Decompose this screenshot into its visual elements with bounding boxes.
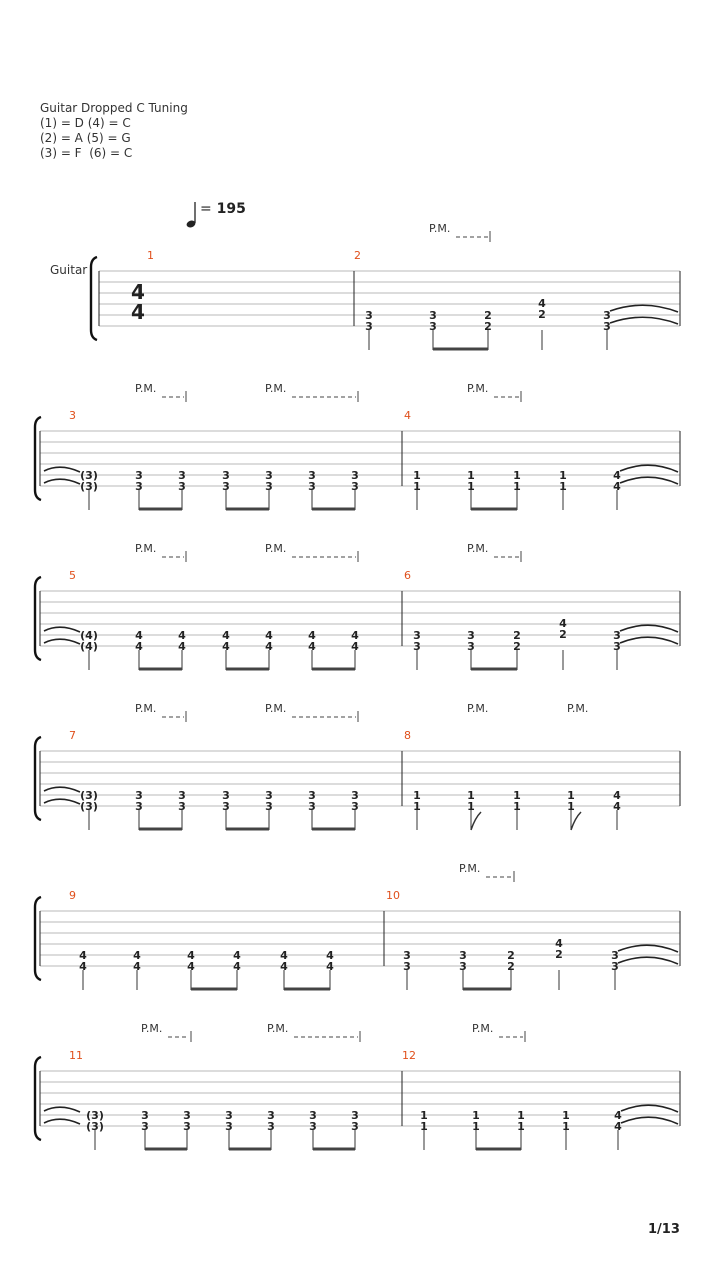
tie-out <box>610 317 678 324</box>
tab-system <box>35 1022 680 1150</box>
fret-number: 3 <box>267 1120 275 1133</box>
fret-number: 1 <box>562 1120 570 1133</box>
fret-number: 3 <box>265 480 273 493</box>
palm-mute-label: P.M. <box>467 702 489 715</box>
fret-number: 3 <box>603 309 611 322</box>
fret-number: 3 <box>309 1109 317 1122</box>
fret-number: 3 <box>351 1109 359 1122</box>
fret-number: 3 <box>135 789 143 802</box>
fret-number: (4) <box>80 640 98 653</box>
fret-number: 4 <box>555 937 563 950</box>
fret-number: 1 <box>467 469 475 482</box>
fret-number: (3) <box>86 1120 104 1133</box>
palm-mute-label: P.M. <box>267 1022 289 1035</box>
measure-number: 1 <box>147 249 154 262</box>
fret-number: 4 <box>351 640 359 653</box>
measure-number: 5 <box>69 569 76 582</box>
fret-number: 3 <box>225 1120 233 1133</box>
fret-number: 4 <box>187 960 195 973</box>
fret-number: 1 <box>413 789 421 802</box>
fret-number: 3 <box>351 789 359 802</box>
fret-number: 3 <box>178 789 186 802</box>
fret-number: 1 <box>517 1120 525 1133</box>
palm-mute-label: P.M. <box>567 702 589 715</box>
fret-number: 4 <box>178 640 186 653</box>
fret-number: 1 <box>559 469 567 482</box>
fret-number: 3 <box>613 629 621 642</box>
fret-number: 4 <box>135 629 143 642</box>
time-signature-bottom: 4 <box>131 300 145 324</box>
measure-number: 12 <box>402 1049 416 1062</box>
fret-number: 1 <box>567 789 575 802</box>
tie-out <box>618 945 678 952</box>
tuning-title: Guitar Dropped C Tuning <box>40 101 188 115</box>
fret-number: 4 <box>79 960 87 973</box>
fret-number: 3 <box>267 1109 275 1122</box>
tie-out <box>621 1117 678 1124</box>
fret-number: 3 <box>467 640 475 653</box>
fret-number: 1 <box>567 800 575 813</box>
tie-in <box>44 467 80 472</box>
fret-number: 4 <box>133 949 141 962</box>
palm-mute-label: P.M. <box>265 542 287 555</box>
fret-number: 3 <box>611 960 619 973</box>
measure-number: 7 <box>69 729 76 742</box>
tie-out <box>610 305 678 312</box>
fret-number: 3 <box>429 320 437 333</box>
fret-number: 2 <box>559 628 567 641</box>
fret-number: 4 <box>280 949 288 962</box>
fret-number: (3) <box>80 789 98 802</box>
tempo-value: 195 <box>216 201 246 217</box>
fret-number: 3 <box>141 1120 149 1133</box>
fret-number: 4 <box>538 297 546 310</box>
fret-number: 2 <box>555 948 563 961</box>
fret-number: 1 <box>413 480 421 493</box>
measure-number: 9 <box>69 889 76 902</box>
fret-number: 3 <box>308 469 316 482</box>
tie-out <box>620 477 678 484</box>
fret-number: 4 <box>79 949 87 962</box>
fret-number: 4 <box>559 617 567 630</box>
fret-number: 4 <box>222 640 230 653</box>
fret-number: 4 <box>265 629 273 642</box>
tie-in <box>44 799 80 804</box>
fret-number: 4 <box>135 640 143 653</box>
fret-number: 1 <box>513 480 521 493</box>
fret-number: 3 <box>351 800 359 813</box>
fret-number: 3 <box>365 320 373 333</box>
fret-number: 1 <box>513 469 521 482</box>
fret-number: 3 <box>351 480 359 493</box>
fret-number: 1 <box>467 480 475 493</box>
fret-number: 3 <box>429 309 437 322</box>
tab-system <box>91 222 680 350</box>
page-number: 1/13 <box>648 1222 680 1237</box>
fret-number: (3) <box>80 480 98 493</box>
tie-in <box>44 639 80 644</box>
palm-mute-label: P.M. <box>141 1022 163 1035</box>
fret-number: 1 <box>467 789 475 802</box>
fret-number: 4 <box>187 949 195 962</box>
instrument-label: Guitar <box>50 263 88 277</box>
fret-number: 3 <box>459 949 467 962</box>
fret-number: 3 <box>135 800 143 813</box>
fret-number: 1 <box>472 1109 480 1122</box>
fret-number: 4 <box>613 789 621 802</box>
fret-number: 3 <box>222 480 230 493</box>
palm-mute-label: P.M. <box>472 1022 494 1035</box>
fret-number: 4 <box>614 1109 622 1122</box>
fret-number: 1 <box>559 480 567 493</box>
fret-number: 4 <box>613 800 621 813</box>
fret-number: 3 <box>178 480 186 493</box>
fret-number: 3 <box>265 469 273 482</box>
measure-number: 6 <box>404 569 411 582</box>
fret-number: 3 <box>135 480 143 493</box>
fret-number: 4 <box>351 629 359 642</box>
tie-in <box>44 1119 80 1124</box>
fret-number: 3 <box>135 469 143 482</box>
fret-number: (3) <box>80 800 98 813</box>
fret-number: 4 <box>326 960 334 973</box>
note-flag <box>571 812 581 830</box>
fret-number: 3 <box>459 960 467 973</box>
fret-number: 3 <box>178 800 186 813</box>
fret-number: 3 <box>611 949 619 962</box>
fret-number: 1 <box>513 789 521 802</box>
fret-number: 3 <box>613 640 621 653</box>
fret-number: 4 <box>613 469 621 482</box>
palm-mute-label: P.M. <box>467 542 489 555</box>
tie-in <box>44 479 80 484</box>
fret-number: 3 <box>222 800 230 813</box>
palm-mute-label: P.M. <box>265 382 287 395</box>
system-bracket <box>91 257 97 340</box>
tie-out <box>620 465 678 472</box>
fret-number: (3) <box>80 469 98 482</box>
tie-out <box>620 625 678 632</box>
fret-number: 4 <box>280 960 288 973</box>
note-flag <box>471 812 481 830</box>
palm-mute-label: P.M. <box>265 702 287 715</box>
fret-number: (4) <box>80 629 98 642</box>
tie-out <box>621 1105 678 1112</box>
tempo-equals: = <box>200 201 212 217</box>
fret-number: 3 <box>222 789 230 802</box>
fret-number: 1 <box>413 469 421 482</box>
fret-number: 1 <box>420 1120 428 1133</box>
measure-number: 11 <box>69 1049 83 1062</box>
fret-number: 3 <box>309 1120 317 1133</box>
tie-in <box>44 627 80 632</box>
fret-number: 2 <box>513 629 521 642</box>
fret-number: 1 <box>513 800 521 813</box>
fret-number: 4 <box>308 629 316 642</box>
tab-system <box>35 382 680 510</box>
palm-mute-label: P.M. <box>429 222 451 235</box>
fret-number: 3 <box>265 789 273 802</box>
fret-number: 3 <box>308 800 316 813</box>
fret-number: 3 <box>225 1109 233 1122</box>
fret-number: 1 <box>413 800 421 813</box>
fret-number: 3 <box>413 629 421 642</box>
fret-number: 3 <box>403 960 411 973</box>
fret-number: 4 <box>233 960 241 973</box>
fret-number: 3 <box>222 469 230 482</box>
fret-number: 3 <box>308 480 316 493</box>
fret-number: 3 <box>308 789 316 802</box>
tie-out <box>618 957 678 964</box>
palm-mute-label: P.M. <box>135 542 157 555</box>
tab-system <box>35 542 680 670</box>
fret-number: 1 <box>472 1120 480 1133</box>
fret-number: 3 <box>351 469 359 482</box>
fret-number: 3 <box>603 320 611 333</box>
tuning-line: (1) = D (4) = C <box>40 116 131 130</box>
fret-number: 3 <box>265 800 273 813</box>
fret-number: 3 <box>183 1109 191 1122</box>
measure-number: 2 <box>354 249 361 262</box>
fret-number: 3 <box>403 949 411 962</box>
fret-number: 4 <box>233 949 241 962</box>
tie-in <box>44 1107 80 1112</box>
fret-number: 2 <box>507 949 515 962</box>
fret-number: 4 <box>178 629 186 642</box>
fret-number: 3 <box>413 640 421 653</box>
tuning-line: (2) = A (5) = G <box>40 131 131 145</box>
tie-out <box>620 637 678 644</box>
fret-number: 3 <box>351 1120 359 1133</box>
palm-mute-label: P.M. <box>135 702 157 715</box>
fret-number: 2 <box>538 308 546 321</box>
fret-number: (3) <box>86 1109 104 1122</box>
fret-number: 1 <box>467 800 475 813</box>
fret-number: 4 <box>614 1120 622 1133</box>
fret-number: 1 <box>420 1109 428 1122</box>
measure-number: 10 <box>386 889 400 902</box>
fret-number: 3 <box>365 309 373 322</box>
tie-in <box>44 787 80 792</box>
tab-system <box>35 862 680 990</box>
fret-number: 1 <box>517 1109 525 1122</box>
tab-system <box>35 702 680 830</box>
palm-mute-label: P.M. <box>459 862 481 875</box>
palm-mute-label: P.M. <box>135 382 157 395</box>
fret-number: 4 <box>265 640 273 653</box>
tuning-line: (3) = F (6) = C <box>40 146 133 160</box>
fret-number: 3 <box>141 1109 149 1122</box>
fret-number: 2 <box>507 960 515 973</box>
measure-number: 4 <box>404 409 411 422</box>
palm-mute-label: P.M. <box>467 382 489 395</box>
measure-number: 8 <box>404 729 411 742</box>
fret-number: 4 <box>222 629 230 642</box>
fret-number: 2 <box>513 640 521 653</box>
fret-number: 3 <box>178 469 186 482</box>
fret-number: 4 <box>133 960 141 973</box>
fret-number: 4 <box>613 480 621 493</box>
time-signature-top: 4 <box>131 280 145 304</box>
fret-number: 1 <box>562 1109 570 1122</box>
measure-number: 3 <box>69 409 76 422</box>
fret-number: 4 <box>326 949 334 962</box>
fret-number: 3 <box>467 629 475 642</box>
fret-number: 3 <box>183 1120 191 1133</box>
fret-number: 2 <box>484 320 492 333</box>
fret-number: 4 <box>308 640 316 653</box>
fret-number: 2 <box>484 309 492 322</box>
